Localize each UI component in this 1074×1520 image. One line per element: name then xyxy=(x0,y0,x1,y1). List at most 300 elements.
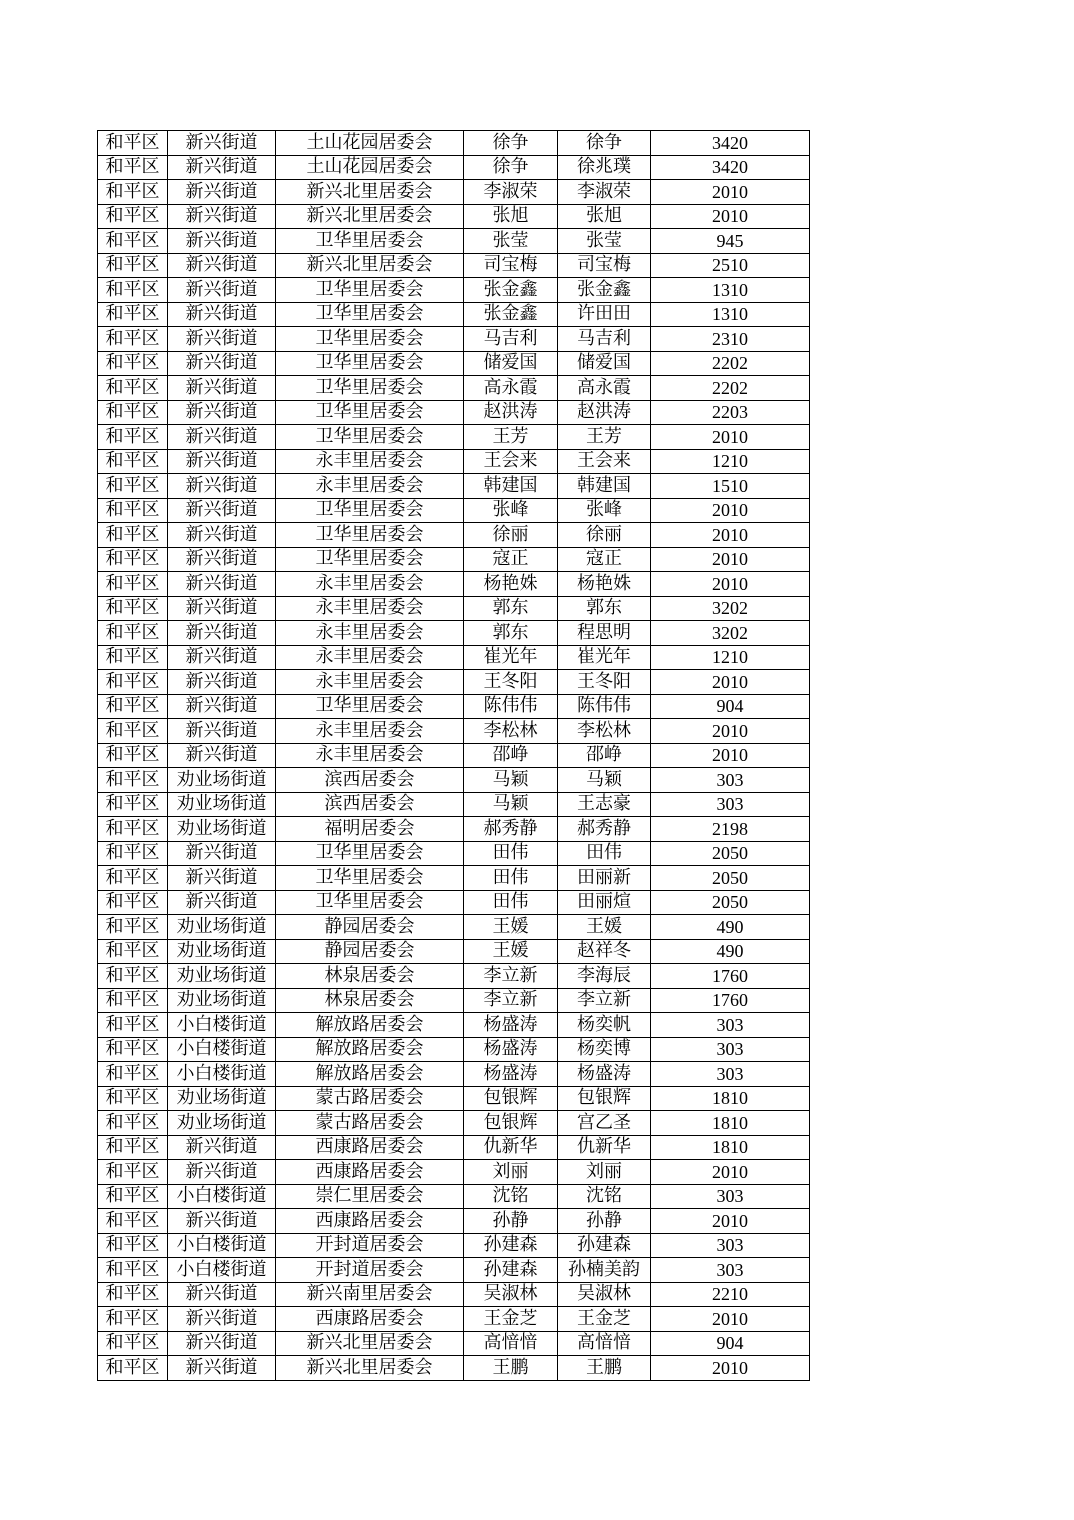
member-cell: 储爱国 xyxy=(558,351,651,376)
district-cell: 和平区 xyxy=(98,204,168,229)
member-cell: 徐丽 xyxy=(558,523,651,548)
amount-cell: 2010 xyxy=(651,523,810,548)
district-cell: 和平区 xyxy=(98,425,168,450)
table-body xyxy=(98,131,810,1381)
member-cell: 李淑荣 xyxy=(558,180,651,205)
applicant-cell: 沈铭 xyxy=(464,1184,558,1209)
street-cell: 新兴街道 xyxy=(168,645,276,670)
amount-cell: 1760 xyxy=(651,988,810,1013)
member-cell: 张旭 xyxy=(558,204,651,229)
amount-cell: 1510 xyxy=(651,474,810,499)
table-row xyxy=(98,1037,810,1062)
committee-cell: 永丰里居委会 xyxy=(276,670,464,695)
applicant-cell: 赵洪涛 xyxy=(464,400,558,425)
member-cell: 司宝梅 xyxy=(558,253,651,278)
district-cell: 和平区 xyxy=(98,670,168,695)
committee-cell: 卫华里居委会 xyxy=(276,425,464,450)
committee-cell: 卫华里居委会 xyxy=(276,890,464,915)
committee-cell: 新兴北里居委会 xyxy=(276,253,464,278)
amount-cell: 1760 xyxy=(651,964,810,989)
district-cell: 和平区 xyxy=(98,474,168,499)
amount-cell: 2202 xyxy=(651,351,810,376)
street-cell: 新兴街道 xyxy=(168,572,276,597)
member-cell: 张莹 xyxy=(558,229,651,254)
member-cell: 沈铭 xyxy=(558,1184,651,1209)
applicant-cell: 张旭 xyxy=(464,204,558,229)
committee-cell: 永丰里居委会 xyxy=(276,743,464,768)
district-cell: 和平区 xyxy=(98,547,168,572)
amount-cell: 3420 xyxy=(651,155,810,180)
amount-cell: 2203 xyxy=(651,400,810,425)
table-row xyxy=(98,155,810,180)
applicant-cell: 张金鑫 xyxy=(464,278,558,303)
committee-cell: 卫华里居委会 xyxy=(276,229,464,254)
amount-cell: 2010 xyxy=(651,743,810,768)
table-row xyxy=(98,1135,810,1160)
district-cell: 和平区 xyxy=(98,498,168,523)
street-cell: 小白楼街道 xyxy=(168,1233,276,1258)
committee-cell: 林泉居委会 xyxy=(276,988,464,1013)
member-cell: 田丽煊 xyxy=(558,890,651,915)
street-cell: 新兴街道 xyxy=(168,155,276,180)
table-row xyxy=(98,1258,810,1283)
amount-cell: 303 xyxy=(651,792,810,817)
street-cell: 新兴街道 xyxy=(168,1356,276,1381)
applicant-cell: 田伟 xyxy=(464,890,558,915)
amount-cell: 2010 xyxy=(651,1160,810,1185)
applicant-cell: 王芳 xyxy=(464,425,558,450)
table-row xyxy=(98,400,810,425)
member-cell: 杨奕帆 xyxy=(558,1013,651,1038)
table-row xyxy=(98,1331,810,1356)
committee-cell: 卫华里居委会 xyxy=(276,351,464,376)
table-row xyxy=(98,621,810,646)
committee-cell: 卫华里居委会 xyxy=(276,498,464,523)
table-row xyxy=(98,327,810,352)
committee-cell: 新兴北里居委会 xyxy=(276,204,464,229)
table-row xyxy=(98,1184,810,1209)
member-cell: 张金鑫 xyxy=(558,278,651,303)
table-row xyxy=(98,1086,810,1111)
amount-cell: 2050 xyxy=(651,841,810,866)
member-cell: 包银辉 xyxy=(558,1086,651,1111)
applicant-cell: 储爱国 xyxy=(464,351,558,376)
committee-cell: 永丰里居委会 xyxy=(276,719,464,744)
committee-cell: 卫华里居委会 xyxy=(276,523,464,548)
amount-cell: 2010 xyxy=(651,1356,810,1381)
table-row xyxy=(98,1209,810,1234)
amount-cell: 2010 xyxy=(651,572,810,597)
member-cell: 赵洪涛 xyxy=(558,400,651,425)
member-cell: 程思明 xyxy=(558,621,651,646)
amount-cell: 303 xyxy=(651,1184,810,1209)
street-cell: 新兴街道 xyxy=(168,278,276,303)
applicant-cell: 刘丽 xyxy=(464,1160,558,1185)
table-row xyxy=(98,817,810,842)
committee-cell: 新兴北里居委会 xyxy=(276,180,464,205)
district-cell: 和平区 xyxy=(98,645,168,670)
applicant-cell: 韩建国 xyxy=(464,474,558,499)
applicant-cell: 王会来 xyxy=(464,449,558,474)
table-row xyxy=(98,1233,810,1258)
table-row xyxy=(98,204,810,229)
district-cell: 和平区 xyxy=(98,302,168,327)
street-cell: 新兴街道 xyxy=(168,229,276,254)
district-cell: 和平区 xyxy=(98,1282,168,1307)
applicant-cell: 王鹏 xyxy=(464,1356,558,1381)
street-cell: 新兴街道 xyxy=(168,400,276,425)
committee-cell: 卫华里居委会 xyxy=(276,400,464,425)
district-cell: 和平区 xyxy=(98,449,168,474)
street-cell: 新兴街道 xyxy=(168,694,276,719)
street-cell: 新兴街道 xyxy=(168,866,276,891)
street-cell: 小白楼街道 xyxy=(168,1184,276,1209)
street-cell: 新兴街道 xyxy=(168,180,276,205)
applicant-cell: 张峰 xyxy=(464,498,558,523)
committee-cell: 林泉居委会 xyxy=(276,964,464,989)
table-row xyxy=(98,743,810,768)
street-cell: 新兴街道 xyxy=(168,1160,276,1185)
amount-cell: 2010 xyxy=(651,425,810,450)
street-cell: 新兴街道 xyxy=(168,253,276,278)
table-row xyxy=(98,768,810,793)
member-cell: 王鹏 xyxy=(558,1356,651,1381)
table-row xyxy=(98,939,810,964)
applicant-cell: 田伟 xyxy=(464,866,558,891)
applicant-cell: 包银辉 xyxy=(464,1111,558,1136)
table-row xyxy=(98,302,810,327)
amount-cell: 3420 xyxy=(651,131,810,156)
applicant-cell: 崔光年 xyxy=(464,645,558,670)
table-row xyxy=(98,670,810,695)
committee-cell: 永丰里居委会 xyxy=(276,474,464,499)
street-cell: 新兴街道 xyxy=(168,547,276,572)
applicant-cell: 孙静 xyxy=(464,1209,558,1234)
table-row xyxy=(98,253,810,278)
member-cell: 李松林 xyxy=(558,719,651,744)
applicant-cell: 杨盛涛 xyxy=(464,1062,558,1087)
district-cell: 和平区 xyxy=(98,1184,168,1209)
committee-cell: 解放路居委会 xyxy=(276,1013,464,1038)
district-cell: 和平区 xyxy=(98,596,168,621)
street-cell: 劝业场街道 xyxy=(168,964,276,989)
district-cell: 和平区 xyxy=(98,866,168,891)
member-cell: 杨艳姝 xyxy=(558,572,651,597)
committee-cell: 永丰里居委会 xyxy=(276,572,464,597)
district-cell: 和平区 xyxy=(98,155,168,180)
street-cell: 新兴街道 xyxy=(168,376,276,401)
amount-cell: 303 xyxy=(651,1062,810,1087)
member-cell: 王媛 xyxy=(558,915,651,940)
committee-cell: 滨西居委会 xyxy=(276,792,464,817)
district-cell: 和平区 xyxy=(98,572,168,597)
street-cell: 新兴街道 xyxy=(168,1209,276,1234)
district-cell: 和平区 xyxy=(98,890,168,915)
street-cell: 新兴街道 xyxy=(168,327,276,352)
district-cell: 和平区 xyxy=(98,1111,168,1136)
applicant-cell: 李淑荣 xyxy=(464,180,558,205)
district-cell: 和平区 xyxy=(98,817,168,842)
amount-cell: 2050 xyxy=(651,866,810,891)
amount-cell: 2010 xyxy=(651,670,810,695)
street-cell: 新兴街道 xyxy=(168,670,276,695)
committee-cell: 西康路居委会 xyxy=(276,1160,464,1185)
district-cell: 和平区 xyxy=(98,1135,168,1160)
street-cell: 新兴街道 xyxy=(168,498,276,523)
applicant-cell: 郝秀静 xyxy=(464,817,558,842)
committee-cell: 卫华里居委会 xyxy=(276,376,464,401)
member-cell: 王芳 xyxy=(558,425,651,450)
committee-cell: 土山花园居委会 xyxy=(276,155,464,180)
committee-cell: 新兴南里居委会 xyxy=(276,1282,464,1307)
amount-cell: 2010 xyxy=(651,1307,810,1332)
street-cell: 新兴街道 xyxy=(168,474,276,499)
street-cell: 新兴街道 xyxy=(168,425,276,450)
committee-cell: 蒙古路居委会 xyxy=(276,1111,464,1136)
amount-cell: 3202 xyxy=(651,596,810,621)
applicant-cell: 李立新 xyxy=(464,988,558,1013)
applicant-cell: 司宝梅 xyxy=(464,253,558,278)
amount-cell: 1210 xyxy=(651,645,810,670)
member-cell: 孙楠美韵 xyxy=(558,1258,651,1283)
member-cell: 孙建森 xyxy=(558,1233,651,1258)
street-cell: 新兴街道 xyxy=(168,131,276,156)
member-cell: 王冬阳 xyxy=(558,670,651,695)
member-cell: 杨盛涛 xyxy=(558,1062,651,1087)
committee-cell: 卫华里居委会 xyxy=(276,278,464,303)
applicant-cell: 张金鑫 xyxy=(464,302,558,327)
street-cell: 劝业场街道 xyxy=(168,792,276,817)
committee-cell: 新兴北里居委会 xyxy=(276,1356,464,1381)
district-cell: 和平区 xyxy=(98,1356,168,1381)
table-row xyxy=(98,523,810,548)
street-cell: 新兴街道 xyxy=(168,743,276,768)
member-cell: 徐兆璞 xyxy=(558,155,651,180)
table-row xyxy=(98,964,810,989)
street-cell: 新兴街道 xyxy=(168,719,276,744)
table-row xyxy=(98,376,810,401)
committee-cell: 卫华里居委会 xyxy=(276,841,464,866)
table-row xyxy=(98,131,810,156)
committee-cell: 卫华里居委会 xyxy=(276,866,464,891)
amount-cell: 2010 xyxy=(651,719,810,744)
committee-cell: 土山花园居委会 xyxy=(276,131,464,156)
table-row xyxy=(98,645,810,670)
member-cell: 王志豪 xyxy=(558,792,651,817)
applicant-cell: 吴淑林 xyxy=(464,1282,558,1307)
district-cell: 和平区 xyxy=(98,376,168,401)
amount-cell: 1810 xyxy=(651,1135,810,1160)
applicant-cell: 田伟 xyxy=(464,841,558,866)
amount-cell: 1310 xyxy=(651,302,810,327)
amount-cell: 1810 xyxy=(651,1086,810,1111)
district-cell: 和平区 xyxy=(98,621,168,646)
table-row xyxy=(98,547,810,572)
committee-cell: 永丰里居委会 xyxy=(276,621,464,646)
table-row xyxy=(98,1111,810,1136)
member-cell: 赵祥冬 xyxy=(558,939,651,964)
applicant-cell: 邵峥 xyxy=(464,743,558,768)
member-cell: 马吉利 xyxy=(558,327,651,352)
member-cell: 张峰 xyxy=(558,498,651,523)
amount-cell: 1810 xyxy=(651,1111,810,1136)
table-row xyxy=(98,1160,810,1185)
table-row xyxy=(98,915,810,940)
committee-cell: 开封道居委会 xyxy=(276,1258,464,1283)
member-cell: 刘丽 xyxy=(558,1160,651,1185)
committee-cell: 解放路居委会 xyxy=(276,1037,464,1062)
member-cell: 王金芝 xyxy=(558,1307,651,1332)
table-row xyxy=(98,596,810,621)
amount-cell: 904 xyxy=(651,1331,810,1356)
street-cell: 劝业场街道 xyxy=(168,915,276,940)
amount-cell: 303 xyxy=(651,1258,810,1283)
applicant-cell: 仇新华 xyxy=(464,1135,558,1160)
amount-cell: 2010 xyxy=(651,1209,810,1234)
member-cell: 吴淑林 xyxy=(558,1282,651,1307)
street-cell: 劝业场街道 xyxy=(168,768,276,793)
applicant-cell: 郭东 xyxy=(464,596,558,621)
applicant-cell: 张莹 xyxy=(464,229,558,254)
amount-cell: 2010 xyxy=(651,547,810,572)
amount-cell: 2202 xyxy=(651,376,810,401)
committee-cell: 福明居委会 xyxy=(276,817,464,842)
applicant-cell: 高愔愔 xyxy=(464,1331,558,1356)
table-row xyxy=(98,719,810,744)
street-cell: 新兴街道 xyxy=(168,449,276,474)
district-cell: 和平区 xyxy=(98,1233,168,1258)
street-cell: 新兴街道 xyxy=(168,1307,276,1332)
street-cell: 新兴街道 xyxy=(168,204,276,229)
applicant-cell: 李松林 xyxy=(464,719,558,744)
member-cell: 田伟 xyxy=(558,841,651,866)
table-row xyxy=(98,351,810,376)
district-cell: 和平区 xyxy=(98,523,168,548)
table-row xyxy=(98,890,810,915)
district-cell: 和平区 xyxy=(98,1209,168,1234)
district-cell: 和平区 xyxy=(98,1086,168,1111)
applicant-cell: 孙建森 xyxy=(464,1233,558,1258)
amount-cell: 2010 xyxy=(651,498,810,523)
committee-cell: 永丰里居委会 xyxy=(276,645,464,670)
committee-cell: 开封道居委会 xyxy=(276,1233,464,1258)
applicant-cell: 徐争 xyxy=(464,155,558,180)
table-row xyxy=(98,1062,810,1087)
member-cell: 李立新 xyxy=(558,988,651,1013)
amount-cell: 303 xyxy=(651,1233,810,1258)
street-cell: 新兴街道 xyxy=(168,1331,276,1356)
street-cell: 劝业场街道 xyxy=(168,1111,276,1136)
district-cell: 和平区 xyxy=(98,939,168,964)
applicant-cell: 马颖 xyxy=(464,768,558,793)
amount-cell: 2010 xyxy=(651,204,810,229)
street-cell: 新兴街道 xyxy=(168,596,276,621)
applicant-cell: 高永霞 xyxy=(464,376,558,401)
member-cell: 郝秀静 xyxy=(558,817,651,842)
table-row xyxy=(98,498,810,523)
applicant-cell: 寇正 xyxy=(464,547,558,572)
member-cell: 徐争 xyxy=(558,131,651,156)
street-cell: 小白楼街道 xyxy=(168,1013,276,1038)
table-row xyxy=(98,474,810,499)
member-cell: 韩建国 xyxy=(558,474,651,499)
district-cell: 和平区 xyxy=(98,180,168,205)
amount-cell: 2198 xyxy=(651,817,810,842)
table-row xyxy=(98,1356,810,1381)
district-cell: 和平区 xyxy=(98,792,168,817)
street-cell: 新兴街道 xyxy=(168,890,276,915)
member-cell: 李海辰 xyxy=(558,964,651,989)
member-cell: 寇正 xyxy=(558,547,651,572)
applicant-cell: 杨盛涛 xyxy=(464,1037,558,1062)
applicant-cell: 孙建森 xyxy=(464,1258,558,1283)
member-cell: 仇新华 xyxy=(558,1135,651,1160)
member-cell: 杨奕博 xyxy=(558,1037,651,1062)
member-cell: 孙静 xyxy=(558,1209,651,1234)
committee-cell: 崇仁里居委会 xyxy=(276,1184,464,1209)
data-table xyxy=(97,130,810,1381)
district-cell: 和平区 xyxy=(98,1062,168,1087)
committee-cell: 卫华里居委会 xyxy=(276,302,464,327)
committee-cell: 解放路居委会 xyxy=(276,1062,464,1087)
district-cell: 和平区 xyxy=(98,229,168,254)
amount-cell: 1210 xyxy=(651,449,810,474)
amount-cell: 2510 xyxy=(651,253,810,278)
applicant-cell: 李立新 xyxy=(464,964,558,989)
member-cell: 高愔愔 xyxy=(558,1331,651,1356)
applicant-cell: 包银辉 xyxy=(464,1086,558,1111)
committee-cell: 蒙古路居委会 xyxy=(276,1086,464,1111)
applicant-cell: 陈伟伟 xyxy=(464,694,558,719)
street-cell: 新兴街道 xyxy=(168,302,276,327)
amount-cell: 303 xyxy=(651,1037,810,1062)
committee-cell: 静园居委会 xyxy=(276,939,464,964)
district-cell: 和平区 xyxy=(98,400,168,425)
table-row xyxy=(98,180,810,205)
district-cell: 和平区 xyxy=(98,278,168,303)
applicant-cell: 王媛 xyxy=(464,939,558,964)
committee-cell: 卫华里居委会 xyxy=(276,327,464,352)
district-cell: 和平区 xyxy=(98,964,168,989)
applicant-cell: 徐丽 xyxy=(464,523,558,548)
committee-cell: 滨西居委会 xyxy=(276,768,464,793)
committee-cell: 卫华里居委会 xyxy=(276,547,464,572)
applicant-cell: 马颖 xyxy=(464,792,558,817)
street-cell: 劝业场街道 xyxy=(168,939,276,964)
table-row xyxy=(98,988,810,1013)
district-cell: 和平区 xyxy=(98,131,168,156)
member-cell: 王会来 xyxy=(558,449,651,474)
member-cell: 高永霞 xyxy=(558,376,651,401)
amount-cell: 490 xyxy=(651,939,810,964)
amount-cell: 490 xyxy=(651,915,810,940)
applicant-cell: 杨盛涛 xyxy=(464,1013,558,1038)
committee-cell: 西康路居委会 xyxy=(276,1209,464,1234)
street-cell: 新兴街道 xyxy=(168,621,276,646)
district-cell: 和平区 xyxy=(98,1037,168,1062)
applicant-cell: 杨艳姝 xyxy=(464,572,558,597)
committee-cell: 西康路居委会 xyxy=(276,1135,464,1160)
table-row xyxy=(98,1282,810,1307)
table-row xyxy=(98,866,810,891)
applicant-cell: 马吉利 xyxy=(464,327,558,352)
table-row xyxy=(98,792,810,817)
street-cell: 劝业场街道 xyxy=(168,988,276,1013)
table-row xyxy=(98,1013,810,1038)
applicant-cell: 王媛 xyxy=(464,915,558,940)
street-cell: 新兴街道 xyxy=(168,351,276,376)
district-cell: 和平区 xyxy=(98,1307,168,1332)
